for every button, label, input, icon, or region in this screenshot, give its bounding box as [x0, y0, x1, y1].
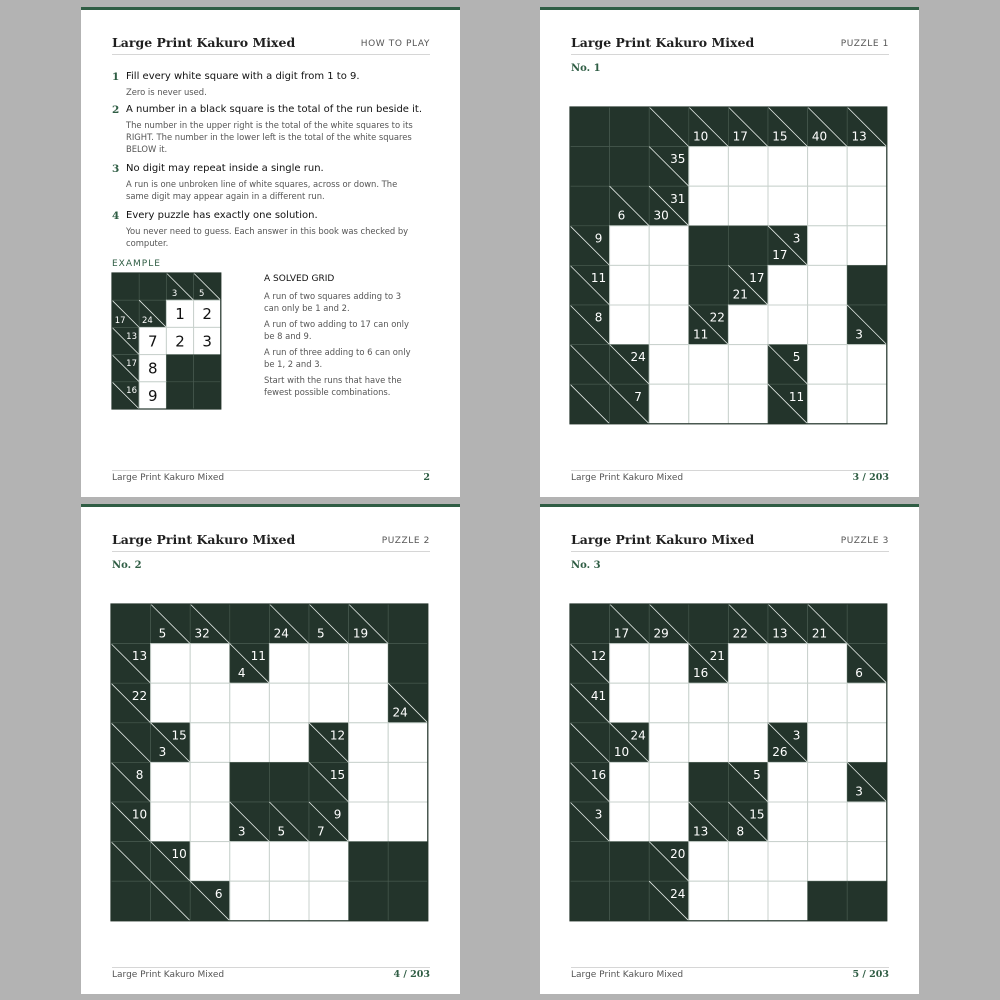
white-cell — [847, 723, 887, 763]
page-number: 3 / 203 — [852, 472, 889, 483]
block-cell — [847, 265, 887, 305]
white-cell — [610, 762, 650, 802]
across-clue: 16 — [126, 386, 137, 397]
block-cell — [570, 842, 610, 882]
down-clue: 5 — [158, 626, 167, 641]
white-cell — [190, 802, 230, 842]
white-cell — [689, 881, 729, 921]
white-cell — [768, 147, 808, 187]
white-cell — [689, 384, 729, 424]
puzzle-label: PUZZLE 2 — [381, 536, 430, 546]
white-cell — [768, 842, 808, 882]
white-cell — [808, 345, 848, 385]
cell-value: 1 — [175, 305, 185, 324]
white-cell — [349, 683, 389, 723]
kakuro-grid — [111, 604, 429, 922]
white-cell — [689, 683, 729, 723]
white-cell — [269, 842, 309, 882]
white-cell — [689, 186, 729, 226]
block-cell — [194, 382, 221, 409]
white-cell — [649, 226, 689, 266]
block-cell — [610, 107, 650, 147]
white-cell — [847, 186, 887, 226]
page-puzzle-1 — [540, 7, 919, 497]
block-cell — [847, 604, 887, 644]
white-cell — [847, 802, 887, 842]
white-cell — [151, 683, 191, 723]
across-clue: 11 — [590, 271, 607, 286]
rule-number: 4 — [112, 210, 120, 222]
white-cell — [349, 762, 389, 802]
block-cell — [269, 762, 309, 802]
white-cell — [728, 186, 768, 226]
white-cell — [388, 802, 428, 842]
block-cell — [111, 881, 151, 921]
down-clue: 3 — [855, 784, 863, 799]
cell-value: 2 — [202, 305, 212, 324]
across-clue: 31 — [670, 191, 686, 206]
white-cell — [728, 842, 768, 882]
section-label: HOW TO PLAY — [360, 39, 430, 49]
page-puzzle-3 — [540, 504, 919, 994]
across-clue: 9 — [333, 807, 342, 822]
white-cell — [610, 305, 650, 345]
book-title: Large Print Kakuro Mixed — [112, 35, 296, 50]
block-cell — [610, 842, 650, 882]
white-cell — [808, 842, 848, 882]
down-clue: 21 — [732, 287, 748, 302]
across-clue: 5 — [753, 768, 761, 783]
down-clue: 3 — [855, 327, 863, 342]
white-cell — [728, 147, 768, 187]
down-clue: 15 — [772, 129, 788, 144]
white-cell — [190, 842, 230, 882]
white-cell — [230, 683, 270, 723]
block-cell — [570, 604, 610, 644]
white-cell — [808, 384, 848, 424]
white-cell — [649, 384, 689, 424]
white-cell — [190, 723, 230, 763]
down-clue: 13 — [772, 626, 788, 641]
white-cell — [190, 762, 230, 802]
across-clue: 11 — [250, 649, 266, 664]
across-clue: 11 — [788, 389, 805, 404]
down-clue: 13 — [693, 824, 709, 839]
puzzle-number: No. 3 — [571, 560, 601, 571]
down-clue: 4 — [237, 665, 246, 680]
across-clue: 10 — [131, 807, 148, 822]
across-clue: 17 — [749, 271, 765, 286]
white-cell — [230, 842, 270, 882]
rule-body: A run is one unbroken line of white squares, across or down. The same digit may appear again in a different run. — [126, 179, 398, 201]
block-cell — [349, 842, 389, 882]
down-clue: 32 — [194, 626, 210, 641]
white-cell — [847, 384, 887, 424]
header-divider — [571, 551, 889, 552]
block-cell — [388, 604, 428, 644]
down-clue: 22 — [732, 626, 748, 641]
white-cell — [151, 644, 191, 684]
white-cell — [649, 683, 689, 723]
rule-title: No digit may repeat inside a single run. — [126, 163, 324, 174]
block-cell — [230, 604, 270, 644]
across-clue: 6 — [214, 886, 223, 901]
white-cell — [309, 881, 349, 921]
page-number: 5 / 203 — [852, 969, 889, 980]
across-clue: 24 — [630, 350, 646, 365]
white-cell — [309, 683, 349, 723]
white-cell — [768, 305, 808, 345]
white-cell — [349, 723, 389, 763]
white-cell — [847, 147, 887, 187]
header-divider — [112, 551, 430, 552]
across-clue: 3 — [594, 807, 603, 822]
footer-divider — [571, 470, 889, 471]
white-cell — [689, 147, 729, 187]
white-cell — [768, 762, 808, 802]
down-clue: 40 — [811, 129, 828, 144]
white-cell — [649, 345, 689, 385]
block-cell — [847, 881, 887, 921]
white-cell — [847, 683, 887, 723]
white-cell — [847, 345, 887, 385]
white-cell — [689, 723, 729, 763]
white-cell — [768, 186, 808, 226]
block-cell — [166, 382, 193, 409]
down-clue: 26 — [772, 745, 788, 760]
white-cell — [151, 802, 191, 842]
white-cell — [349, 644, 389, 684]
white-cell — [349, 802, 389, 842]
footer-book-title: Large Print Kakuro Mixed — [571, 970, 684, 980]
rule-title: Every puzzle has exactly one solution. — [126, 210, 318, 221]
across-clue: 3 — [792, 231, 801, 246]
page-how-to-play — [81, 7, 460, 497]
example-note: A run of two adding to 17 can only be 8 and 9. — [264, 319, 409, 341]
block-cell — [111, 604, 151, 644]
across-clue: 13 — [126, 331, 137, 342]
across-clue: 20 — [670, 847, 686, 862]
down-clue: 5 — [199, 288, 205, 299]
down-clue: 24 — [273, 626, 289, 641]
rule-body: Zero is never used. — [126, 87, 207, 97]
white-cell — [689, 345, 729, 385]
block-cell — [610, 881, 650, 921]
rule-title: Fill every white square with a digit from 1 to 9. — [126, 71, 360, 82]
white-cell — [808, 226, 848, 266]
cell-value: 8 — [148, 359, 158, 378]
white-cell — [768, 265, 808, 305]
cell-value: 3 — [202, 332, 212, 351]
block-cell — [349, 881, 389, 921]
white-cell — [808, 305, 848, 345]
across-clue: 24 — [670, 886, 686, 901]
white-cell — [388, 762, 428, 802]
rule-body: The number in the upper right is the total of the white squares to its RIGHT. The number in the lower left is the total of the white squares BELOW it. — [126, 120, 413, 154]
down-clue: 6 — [617, 208, 626, 223]
across-clue: 17 — [126, 359, 137, 370]
white-cell — [768, 881, 808, 921]
across-clue: 24 — [630, 728, 646, 743]
across-clue: 35 — [670, 152, 686, 167]
block-cell — [728, 226, 768, 266]
down-clue: 11 — [693, 327, 709, 342]
white-cell — [689, 842, 729, 882]
book-title: Large Print Kakuro Mixed — [571, 35, 755, 50]
footer-divider — [112, 470, 430, 471]
block-cell — [166, 355, 193, 382]
down-clue: 10 — [693, 129, 709, 144]
white-cell — [610, 683, 650, 723]
example-note: Start with the runs that have the fewest possible combinations. — [264, 375, 402, 397]
header-divider — [571, 54, 889, 55]
white-cell — [610, 802, 650, 842]
footer-book-title: Large Print Kakuro Mixed — [112, 970, 225, 980]
block-cell — [570, 147, 610, 187]
block-cell — [689, 265, 729, 305]
white-cell — [649, 305, 689, 345]
across-clue: 5 — [792, 350, 801, 365]
white-cell — [269, 723, 309, 763]
down-clue: 8 — [736, 824, 745, 839]
down-clue: 3 — [171, 288, 178, 299]
rule-number: 2 — [112, 104, 120, 116]
white-cell — [808, 644, 848, 684]
white-cell — [768, 802, 808, 842]
across-clue: 3 — [792, 728, 801, 743]
white-cell — [230, 881, 270, 921]
page-puzzle-2 — [81, 504, 460, 994]
across-clue: 9 — [594, 231, 603, 246]
white-cell — [649, 802, 689, 842]
down-clue: 21 — [811, 626, 828, 641]
across-clue: 7 — [634, 389, 642, 404]
cell-value: 2 — [175, 332, 185, 351]
block-cell — [230, 762, 270, 802]
block-cell — [388, 644, 428, 684]
example-label: EXAMPLE — [112, 259, 161, 269]
down-clue: 24 — [392, 705, 408, 720]
puzzle-label: PUZZLE 1 — [840, 39, 889, 49]
block-cell — [689, 226, 729, 266]
white-cell — [151, 762, 191, 802]
block-cell — [689, 762, 729, 802]
white-cell — [808, 683, 848, 723]
white-cell — [388, 723, 428, 763]
white-cell — [728, 345, 768, 385]
example-grid — [112, 273, 249, 410]
across-clue: 13 — [131, 649, 148, 664]
page-number: 4 / 203 — [393, 969, 430, 980]
down-clue: 10 — [613, 745, 630, 760]
white-cell — [728, 305, 768, 345]
white-cell — [847, 842, 887, 882]
across-clue: 10 — [171, 847, 187, 862]
down-clue: 30 — [653, 208, 669, 223]
white-cell — [190, 644, 230, 684]
down-clue: 3 — [237, 824, 246, 839]
across-clue: 22 — [131, 688, 148, 703]
block-cell — [689, 604, 729, 644]
white-cell — [269, 644, 309, 684]
white-cell — [269, 683, 309, 723]
rule-body: You never need to guess. Each answer in this book was checked by computer. — [126, 226, 409, 248]
footer-book-title: Large Print Kakuro Mixed — [112, 473, 225, 483]
puzzle-number: No. 1 — [571, 63, 601, 74]
block-cell — [194, 355, 221, 382]
white-cell — [230, 723, 270, 763]
across-clue: 12 — [590, 649, 607, 664]
block-cell — [570, 186, 610, 226]
down-clue: 17 — [613, 626, 630, 641]
across-clue: 22 — [709, 310, 725, 325]
down-clue: 17 — [114, 316, 126, 327]
white-cell — [728, 644, 768, 684]
white-cell — [847, 226, 887, 266]
across-clue: 15 — [171, 728, 187, 743]
block-cell — [388, 842, 428, 882]
across-clue: 16 — [590, 768, 607, 783]
rule-title: A number in a black square is the total of the run beside it. — [126, 104, 423, 115]
cell-value: 7 — [148, 332, 158, 351]
block-cell — [808, 881, 848, 921]
white-cell — [649, 723, 689, 763]
footer-book-title: Large Print Kakuro Mixed — [571, 473, 684, 483]
book-title: Large Print Kakuro Mixed — [571, 532, 755, 547]
footer-divider — [571, 967, 889, 968]
white-cell — [269, 881, 309, 921]
block-cell — [610, 147, 650, 187]
across-clue: 21 — [709, 649, 725, 664]
across-clue: 12 — [329, 728, 346, 743]
down-clue: 17 — [772, 248, 788, 263]
down-clue: 24 — [141, 316, 153, 327]
header-divider — [112, 54, 430, 55]
puzzle-number: No. 2 — [112, 560, 142, 571]
kakuro-grid — [570, 107, 888, 425]
rule-number: 3 — [112, 163, 120, 175]
down-clue: 3 — [158, 745, 167, 760]
across-clue: 8 — [135, 768, 144, 783]
white-cell — [768, 644, 808, 684]
across-clue: 15 — [749, 807, 765, 822]
down-clue: 5 — [277, 824, 286, 839]
block-cell — [388, 881, 428, 921]
example-title: A SOLVED GRID — [264, 274, 335, 284]
down-clue: 16 — [693, 665, 709, 680]
white-cell — [808, 723, 848, 763]
example-note: A run of three adding to 6 can only be 1, 2 and 3. — [264, 347, 411, 369]
white-cell — [808, 186, 848, 226]
white-cell — [649, 762, 689, 802]
kakuro-grid — [570, 604, 888, 922]
white-cell — [649, 265, 689, 305]
white-cell — [728, 683, 768, 723]
white-cell — [808, 762, 848, 802]
block-cell — [570, 881, 610, 921]
white-cell — [610, 265, 650, 305]
puzzle-label: PUZZLE 3 — [840, 536, 889, 546]
block-cell — [139, 273, 166, 300]
white-cell — [808, 265, 848, 305]
white-cell — [808, 802, 848, 842]
white-cell — [728, 881, 768, 921]
white-cell — [610, 226, 650, 266]
footer-divider — [112, 967, 430, 968]
across-clue: 8 — [594, 310, 603, 325]
across-clue: 41 — [590, 688, 607, 703]
down-clue: 17 — [732, 129, 748, 144]
white-cell — [309, 644, 349, 684]
white-cell — [190, 683, 230, 723]
white-cell — [808, 147, 848, 187]
down-clue: 13 — [851, 129, 867, 144]
down-clue: 19 — [352, 626, 369, 641]
down-clue: 29 — [653, 626, 669, 641]
cell-value: 9 — [148, 386, 158, 405]
white-cell — [768, 683, 808, 723]
example-note: A run of two squares adding to 3 can only be 1 and 2. — [264, 291, 402, 313]
block-cell — [112, 273, 139, 300]
down-clue: 6 — [855, 665, 863, 680]
across-clue: 15 — [329, 768, 346, 783]
white-cell — [649, 644, 689, 684]
down-clue: 5 — [317, 626, 325, 641]
block-cell — [570, 107, 610, 147]
rule-number: 1 — [112, 71, 120, 83]
white-cell — [728, 384, 768, 424]
page-number: 2 — [423, 472, 430, 483]
white-cell — [309, 842, 349, 882]
down-clue: 7 — [317, 824, 325, 839]
white-cell — [610, 644, 650, 684]
book-title: Large Print Kakuro Mixed — [112, 532, 296, 547]
white-cell — [728, 723, 768, 763]
